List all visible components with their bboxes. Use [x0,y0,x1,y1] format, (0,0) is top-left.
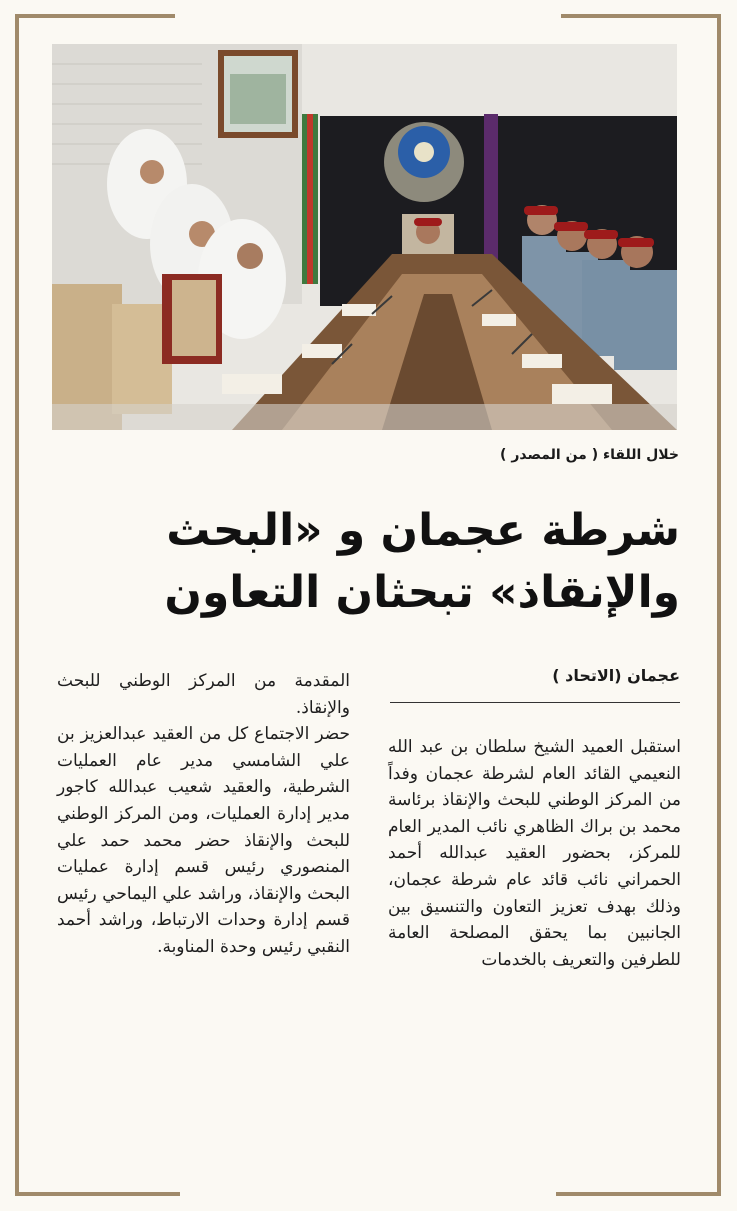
frame-top-right-edge [561,14,721,18]
paragraph: حضر الاجتماع كل من العقيد عبدالعزيز بن علي الشامسي مدير عام العمليات الشرطية، والعقيد شعيب عبدالله كاجور مدير إدارة العمليات، ومن المركز الوطني للبحث والإنقاذ حضر محمد حمد علي المنصوري رئيس قسم إدارة عمليات البحث والإنقاذ، وراشد علي اليماحي رئيس قسم إدارة وحدات الارتباط، وراشد أحمد النقبي رئيس وحدة المناوبة. [57,724,350,957]
frame-bottom-right-edge [556,1192,721,1196]
article-headline [120,500,680,624]
article-column-left [57,668,350,961]
photo-caption: خلال اللقاء ( من المصدر ) [500,447,679,463]
article-column-right [388,734,681,973]
headline-line-1: شرطة عجمان و «البحث [166,505,680,556]
dateline-rule [390,702,680,703]
headline-line-2: والإنقاذ» تبحثان التعاون [164,567,680,618]
frame-top-left-edge [15,14,175,18]
frame-right-edge [717,14,721,1196]
meeting-photo [52,44,677,430]
dateline: عجمان (الاتحاد ) [552,666,680,685]
paragraph: المقدمة من المركز الوطني للبحث والإنقاذ. [57,671,350,718]
frame-bottom-left-edge [15,1192,180,1196]
frame-left-edge [15,14,19,1196]
paragraph: استقبل العميد الشيخ سلطان بن عبد الله النعيمي القائد العام لشرطة عجمان وفداً من المركز الوطني للبحث والإنقاذ برئاسة محمد بن براك الظاهري نائب المدير العام للمركز، بحضور العقيد عبدالله أحمد الحمراني نائب قائد عام شرطة عجمان، وذلك بهدف تعزيز التعاون والتنسيق بين الجانبين بما يحقق المصلحة العامة للطرفين والتعريف بالخدمات [388,737,681,970]
